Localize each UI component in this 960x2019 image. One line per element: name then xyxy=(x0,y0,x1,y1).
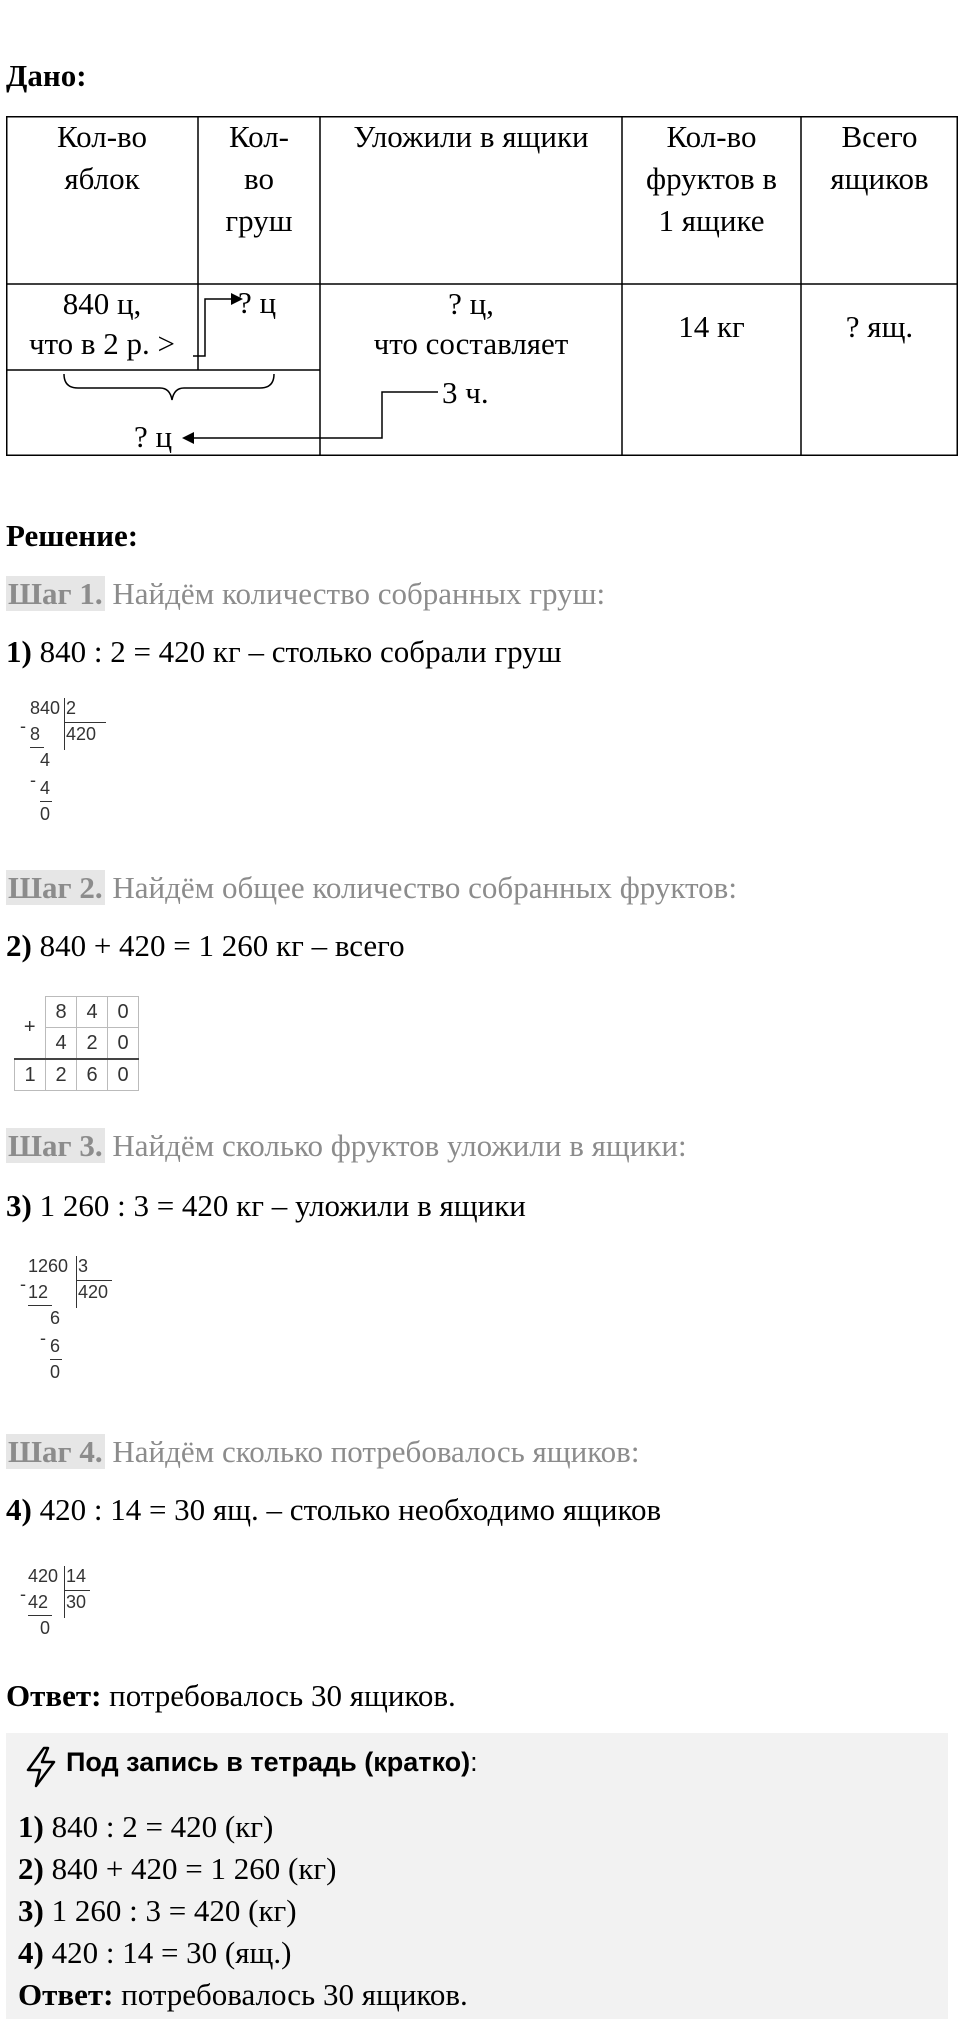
subtrahend: 4 xyxy=(40,778,51,798)
remainder-step: 4 xyxy=(40,750,51,770)
line-number: 4) xyxy=(18,1935,44,1970)
step-3-label: Шаг 3. xyxy=(8,1128,103,1163)
step-1-expression xyxy=(6,634,562,670)
answer-text: потребовалось 30 ящиков. xyxy=(101,1678,456,1713)
line-expr: 1 260 : 3 = 420 (кг) xyxy=(43,1893,297,1928)
given-table xyxy=(6,116,958,456)
step-4-text: Найдём сколько потребовалось ящиков: xyxy=(104,1434,640,1469)
digit: 1 xyxy=(15,1059,46,1091)
divisor: 14 xyxy=(66,1566,87,1586)
step-3-expression xyxy=(6,1188,526,1224)
subtrahend: 8 xyxy=(30,724,41,744)
divisor: 3 xyxy=(78,1256,89,1276)
line-expr: 420 : 14 = 30 (ящ.) xyxy=(43,1935,292,1970)
notebook-line-2 xyxy=(18,1851,336,1887)
line-expr: 840 : 2 = 420 (кг) xyxy=(43,1809,274,1844)
step-4-number: 4) xyxy=(6,1492,32,1527)
step-3-text: Найдём сколько фруктов уложили в ящики: xyxy=(104,1128,687,1163)
header-apples: Кол-во яблок xyxy=(57,119,147,196)
digit: 6 xyxy=(77,1059,108,1091)
notebook-title-text: Под запись в тетрадь (кратко) xyxy=(66,1747,471,1777)
step-1-heading xyxy=(6,576,605,612)
apples-value: 840 ц, что в 2 р. > xyxy=(28,286,176,361)
answer-label: Ответ: xyxy=(6,1678,102,1713)
answer xyxy=(6,1678,456,1714)
header-packed: Уложили в ящики xyxy=(353,119,589,154)
step-4-expr: 420 : 14 = 30 ящ. – столько необходимо ящиков xyxy=(31,1492,662,1527)
quotient: 420 xyxy=(66,724,97,744)
step-1-number: 1) xyxy=(6,634,32,669)
answer-text: потребовалось 30 ящиков. xyxy=(113,1977,468,2012)
header-boxes: Всего ящиков xyxy=(830,119,929,196)
step-2-heading xyxy=(6,870,737,906)
boxes-value: ? ящ. xyxy=(845,309,914,344)
digit: 0 xyxy=(108,997,139,1028)
notebook-line-1 xyxy=(18,1809,273,1845)
digit: 2 xyxy=(46,1059,77,1091)
step-2-label: Шаг 2. xyxy=(8,870,103,905)
step-3-number: 3) xyxy=(6,1188,32,1223)
digit: 4 xyxy=(77,997,108,1028)
step-1-text: Найдём количество собранных груш: xyxy=(104,576,606,611)
dividend: 840 xyxy=(30,698,61,718)
step-4-heading xyxy=(6,1434,639,1470)
pears-value: ? ц xyxy=(238,285,277,320)
quotient: 30 xyxy=(66,1592,87,1612)
header-pears: Кол- во груш xyxy=(225,119,293,238)
subtrahend: 42 xyxy=(28,1592,49,1612)
column-addition xyxy=(14,996,139,1091)
notebook-title xyxy=(66,1747,478,1778)
per-box-value: 14 кг xyxy=(678,309,745,344)
step-2-number: 2) xyxy=(6,928,32,963)
long-division-4: 420 14 30 - 42 0 xyxy=(20,1566,120,1656)
answer-label: Ответ: xyxy=(18,1977,114,2012)
remainder: 0 xyxy=(40,804,51,824)
quotient: 420 xyxy=(78,1282,109,1302)
line-number: 2) xyxy=(18,1851,44,1886)
line-expr: 840 + 420 = 1 260 (кг) xyxy=(43,1851,337,1886)
notebook-line-4 xyxy=(18,1935,291,1971)
long-division-3: 1260 3 420 - 12 6 - 6 0 xyxy=(20,1256,140,1396)
step-1-expr: 840 : 2 = 420 кг – столько собрали груш xyxy=(31,634,562,669)
given-title: Дано: xyxy=(6,58,87,93)
dividend: 1260 xyxy=(28,1256,69,1276)
packed-value: ? ц, что составляет xyxy=(373,286,569,361)
remainder: 0 xyxy=(40,1618,51,1638)
step-2-text: Найдём общее количество собранных фруктов: xyxy=(104,870,737,905)
dividend: 420 xyxy=(28,1566,59,1586)
plus-sign: + xyxy=(23,1015,36,1038)
step-2-expr: 840 + 420 = 1 260 кг – всего xyxy=(31,928,405,963)
notebook-title-colon: : xyxy=(470,1747,478,1777)
digit: 0 xyxy=(108,1059,139,1091)
step-3-expr: 1 260 : 3 = 420 кг – уложили в ящики xyxy=(31,1188,526,1223)
step-1-label: Шаг 1. xyxy=(8,576,103,611)
subtrahend: 6 xyxy=(50,1336,61,1356)
remainder: 0 xyxy=(50,1362,61,1382)
notebook-answer xyxy=(18,1977,468,2013)
digit: 0 xyxy=(108,1028,139,1060)
step-4-label: Шаг 4. xyxy=(8,1434,103,1469)
line-number: 3) xyxy=(18,1893,44,1928)
packed-parts: 3 ч. xyxy=(442,375,489,410)
step-4-expression xyxy=(6,1492,661,1528)
step-3-heading xyxy=(6,1128,687,1164)
lightning-icon xyxy=(22,1745,60,1789)
digit: 4 xyxy=(46,1028,77,1060)
line-number: 1) xyxy=(18,1809,44,1844)
subtrahend: 12 xyxy=(28,1282,49,1302)
divisor: 2 xyxy=(66,698,77,718)
step-2-expression xyxy=(6,928,405,964)
solution-title: Решение: xyxy=(6,518,139,553)
total-value: ? ц xyxy=(134,419,173,454)
notebook-box xyxy=(6,1733,948,2019)
header-per-box: Кол-во фруктов в 1 ящике xyxy=(646,119,777,238)
remainder-step: 6 xyxy=(50,1308,61,1328)
long-division-1: 840 2 420 - 8 4 - 4 0 xyxy=(20,698,120,838)
digit: 2 xyxy=(77,1028,108,1060)
notebook-line-3 xyxy=(18,1893,297,1929)
digit: 8 xyxy=(46,997,77,1028)
